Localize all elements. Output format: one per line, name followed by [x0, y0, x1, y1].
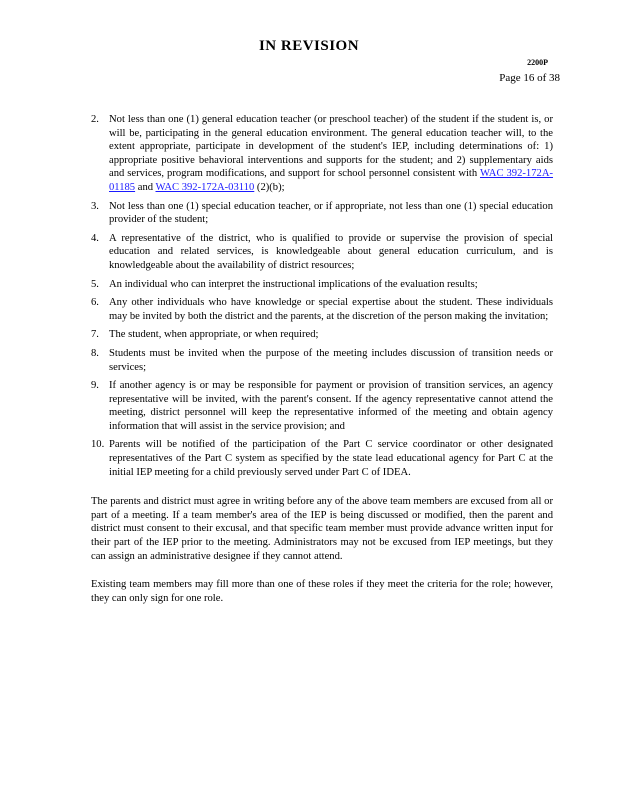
- list-item-number: 4.: [91, 232, 99, 244]
- list-item: [91, 328, 553, 342]
- list-item: [91, 438, 553, 479]
- document-body: [91, 113, 553, 605]
- excusal-paragraph: The parents and district must agree in writing before any of the above team members are excused from all or part of a meeting. If a team member's area of the IEP is being discussed or modified, then the parent and district must consent to their excusal, and that specific team member must provide advance written input for their part of the IEP prior to the meeting. Administrators may not be excused from IEP meetings, but they can assign an administrative designee if they cannot attend.: [91, 496, 553, 562]
- list-item-number: 8.: [91, 347, 99, 359]
- list-item-text: An individual who can interpret the instructional implications of the evaluation results;: [109, 278, 478, 290]
- list-item: [91, 278, 553, 292]
- list-item: [91, 379, 553, 433]
- list-item-number: 2.: [91, 114, 99, 125]
- list-item-text: Any other individuals who have knowledge or special expertise about the student. These individuals may be invited by both the district and the parents, at the discretion of the person making the invitation;: [109, 297, 553, 322]
- list-item-text-connector: and: [135, 181, 156, 193]
- list-item: [91, 347, 553, 374]
- list-item-number: 5.: [91, 278, 99, 290]
- list-item: [91, 296, 553, 323]
- list-item-text: Not less than one (1) general education teacher (or preschool teacher) of the student if the student is, or will be, participating in the general education environment. The general education teacher will, to the extent appropriate, participate in development of the student's IEP, including determinations of: 1) appropriate positive behavioral interventions and supports for the student; and 2) supplementary aids and services, program modifications, and support for school personnel consistent with: [109, 114, 553, 180]
- list-item-number: 10.: [91, 439, 105, 451]
- list-item-number: 6.: [91, 297, 99, 309]
- list-item-text: Not less than one (1) special education teacher, or if appropriate, not less than one (1) special education provider of the student;: [109, 200, 553, 226]
- list-item-text: The student, when appropriate, or when required;: [109, 329, 319, 341]
- team-member-list: [91, 113, 553, 479]
- list-item: [91, 200, 553, 227]
- list-item-text: If another agency is or may be responsible for payment or provision of transition services, an agency representative will be invited, with the parent's consent. If the agency representative cannot attend the meeting, district personnel will keep the representative informed of the meeting and obtain agency information that will assist in the service provision; and: [109, 380, 553, 432]
- list-item-number: 7.: [91, 329, 99, 341]
- page-title: IN REVISION: [258, 38, 360, 54]
- document-id: 2200P: [527, 58, 548, 67]
- page-number: Page 16 of 38: [499, 72, 560, 84]
- list-item-text-end: (2)(b);: [254, 181, 285, 193]
- list-item-number: 3.: [91, 200, 99, 212]
- multiple-roles-paragraph: Existing team members may fill more than one of these roles if they meet the criteria for the role; however, they can only sign for one role.: [91, 579, 553, 604]
- wac-03110-link[interactable]: WAC 392-172A-03110: [155, 181, 255, 193]
- list-item-text: Students must be invited when the purpose of the meeting includes discussion of transition needs or services;: [109, 347, 553, 373]
- wac-01185-link[interactable]: WAC 392-172A-01185: [109, 168, 553, 193]
- list-item: [91, 113, 553, 195]
- list-item-text: A representative of the district, who is qualified to provide or supervise the provision of special education and related services, is knowledgeable about general education curriculum, and is knowledgeable about the availability of district resources;: [109, 232, 553, 271]
- list-item-text: Parents will be notified of the participation of the Part C service coordinator or other designated representatives of the Part C system as specified by the state lead educational agency for Part C at the initial IEP meeting for a child previously served under Part C of IDEA.: [109, 439, 553, 478]
- list-item-number: 9.: [91, 380, 99, 392]
- list-item: [91, 232, 553, 273]
